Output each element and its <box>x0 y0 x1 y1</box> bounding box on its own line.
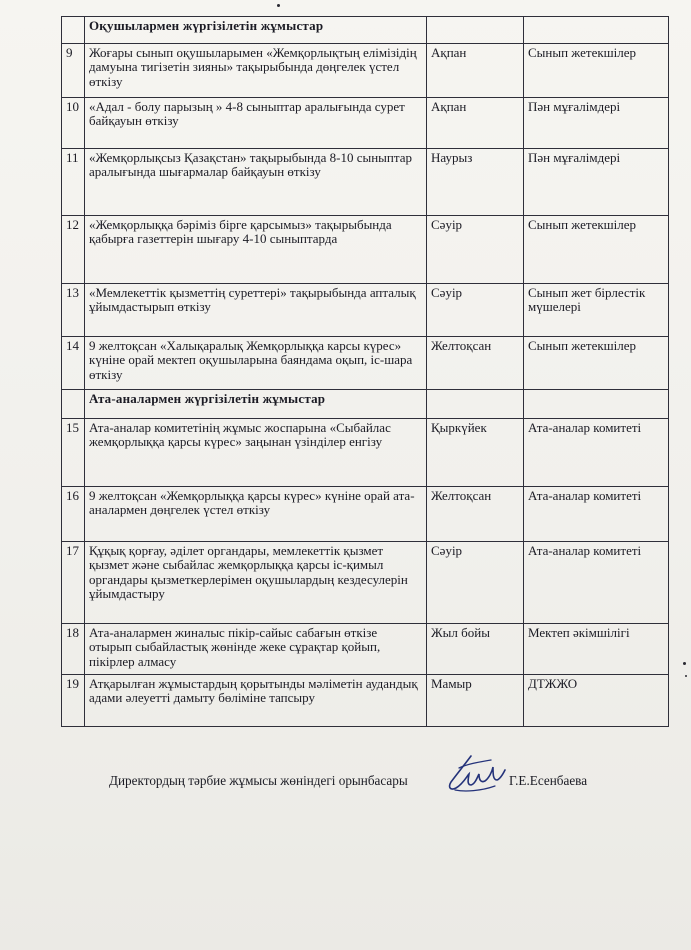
row-period: Ақпан <box>427 98 524 149</box>
table-row <box>62 149 669 216</box>
row-activity: Атқарылған жұмыстардың қорытынды мәліметін аудандық адами әлеуетті дамыту бөліміне тапсыру <box>85 675 427 727</box>
scan-speck <box>685 675 687 677</box>
section-title-students: Оқушылармен жүргізілетін жұмыстар <box>85 17 427 44</box>
row-number: 11 <box>62 149 85 216</box>
row-responsible: Ата-аналар комитеті <box>524 542 669 624</box>
row-activity: «Мемлекеттік қызметтің суреттері» тақырыбында апталық ұйымдастырып өткізу <box>85 284 427 337</box>
handwritten-signature <box>441 752 507 798</box>
row-responsible: Сынып жетекшілер <box>524 216 669 284</box>
row-period: Желтоқсан <box>427 487 524 542</box>
row-activity: «Жемқорлықсыз Қазақстан» тақырыбында 8-10 сыныптар аралығында шығармалар байқауын өткізу <box>85 149 427 216</box>
row-activity: 9 желтоқсан «Жемқорлыққа қарсы күрес» күніне орай ата-аналармен дөңгелек үстел өткізу <box>85 487 427 542</box>
table-row <box>62 284 669 337</box>
row-number: 14 <box>62 337 85 390</box>
row-number: 10 <box>62 98 85 149</box>
table-row <box>62 624 669 675</box>
table-row <box>62 675 669 727</box>
table-row <box>62 419 669 487</box>
table-row <box>62 98 669 149</box>
row-responsible: ДТЖЖО <box>524 675 669 727</box>
row-number: 9 <box>62 44 85 98</box>
signer-position: Директордың тәрбие жұмысы жөніндегі орынбасары <box>109 773 408 788</box>
row-activity: «Адал - болу парызың » 4-8 сыныптар аралығында сурет байқауын өткізу <box>85 98 427 149</box>
row-activity: Құқық қорғау, әділет органдары, мемлекеттік қызмет қызмет және сыбайлас жемқорлыққа қарсы іс-қимыл органдары қызметкерлерімен оқушылардың кездесулерін ұйымдастыру <box>85 542 427 624</box>
row-responsible: Сынып жетекшілер <box>524 44 669 98</box>
section-header-students <box>62 17 669 44</box>
row-responsible: Ата-аналар комитеті <box>524 487 669 542</box>
row-number: 13 <box>62 284 85 337</box>
row-period: Мамыр <box>427 675 524 727</box>
table-row <box>62 216 669 284</box>
row-number: 18 <box>62 624 85 675</box>
row-period: Сәуір <box>427 284 524 337</box>
row-period: Наурыз <box>427 149 524 216</box>
table-row <box>62 542 669 624</box>
section-title-parents: Ата-аналармен жүргізілетін жұмыстар <box>85 390 427 419</box>
scan-speck <box>277 4 280 7</box>
row-period: Желтоқсан <box>427 337 524 390</box>
row-responsible: Сынып жет бірлестік мүшелері <box>524 284 669 337</box>
row-period: Жыл бойы <box>427 624 524 675</box>
signer-name: Г.Е.Есенбаева <box>509 773 588 788</box>
row-number: 17 <box>62 542 85 624</box>
table-row <box>62 487 669 542</box>
row-activity: Ата-аналар комитетінің жұмыс жоспарына «Сыбайлас жемқорлыққа қарсы күрес» заңынан үзінділер енгізу <box>85 419 427 487</box>
row-activity: Ата-аналармен жиналыс пікір-сайыс сабағын өткізе отырып сыбайластық жөнінде жеке сұрақтар қойып, пікірлер алмасу <box>85 624 427 675</box>
row-activity: «Жемқорлыққа бәріміз бірге қарсымыз» тақырыбында қабырға газеттерін шығару 4-10 сыныптарда <box>85 216 427 284</box>
row-period: Ақпан <box>427 44 524 98</box>
plan-table <box>61 16 669 727</box>
row-activity: 9 желтоқсан «Халықаралық Жемқорлыққа карсы күрес» күніне орай мектеп оқушыларына баяндама оқып, іс-шара өткізу <box>85 337 427 390</box>
section-header-parents <box>62 390 669 419</box>
row-number: 15 <box>62 419 85 487</box>
row-period: Қыркүйек <box>427 419 524 487</box>
row-number: 16 <box>62 487 85 542</box>
scan-speck <box>683 662 686 665</box>
row-number: 12 <box>62 216 85 284</box>
row-responsible: Мектеп әкімшілігі <box>524 624 669 675</box>
table-row <box>62 337 669 390</box>
row-responsible: Ата-аналар комитеті <box>524 419 669 487</box>
row-responsible: Пән мұғалімдері <box>524 98 669 149</box>
row-period: Сәуір <box>427 216 524 284</box>
row-number: 19 <box>62 675 85 727</box>
row-responsible: Пән мұғалімдері <box>524 149 669 216</box>
row-period: Сәуір <box>427 542 524 624</box>
table-row <box>62 44 669 98</box>
row-responsible: Сынып жетекшілер <box>524 337 669 390</box>
row-activity: Жоғары сынып оқушыларымен «Жемқорлықтың елімізідің дамуына тигізетін зияны» тақырыбында дөңгелек үстел өткізу <box>85 44 427 98</box>
